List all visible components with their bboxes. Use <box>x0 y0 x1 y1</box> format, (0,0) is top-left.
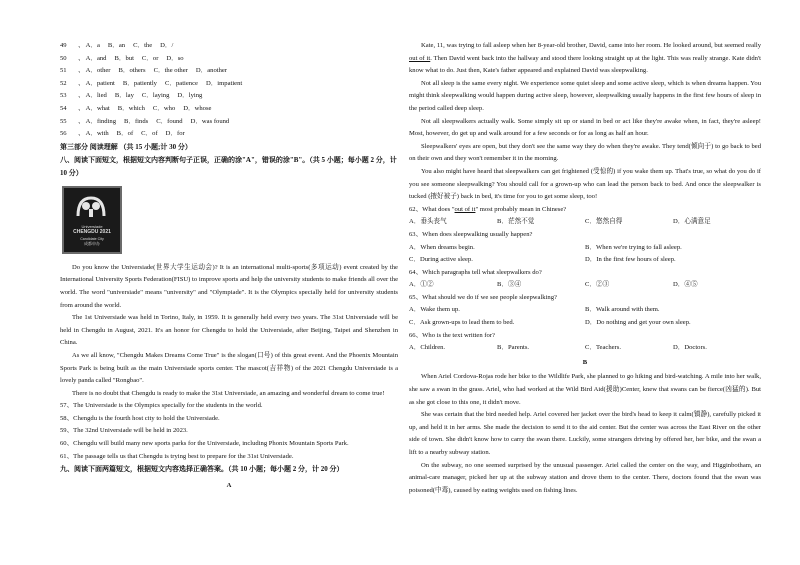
q65-option-a: A．Wake them up. <box>409 306 460 314</box>
q65-option-b: B．Walk around with them. <box>585 306 660 314</box>
q64-option-a: A．①② <box>409 281 434 289</box>
cloze-option-row <box>60 116 398 129</box>
cloze-option: D．whose <box>183 104 212 112</box>
q63-options-row2 <box>409 254 761 267</box>
cloze-option: A．patient <box>85 79 115 87</box>
q65-options-row2 <box>409 317 761 330</box>
separator: 、 <box>78 67 85 75</box>
q64-option-d: D．④⑤ <box>673 281 698 289</box>
cloze-option: C．patience <box>164 79 198 87</box>
cloze-option: A．other <box>85 67 111 75</box>
separator: 、 <box>78 79 85 87</box>
q65-option-d: D．Do nothing and get your own sleep. <box>585 319 691 327</box>
q62-options <box>409 216 761 229</box>
cloze-option-row <box>60 103 398 116</box>
passage-paragraph: The 1st Universiade was held in Torino, Italy, in 1959. It is generally held every two years. The 31st Universiade will be held in Chengdu in August, 2021. It's an honor for Chengdu to hold the Universiade, after Beijing, Taipei and Shenzhen in China. <box>60 314 398 347</box>
passage-paragraph: When Ariel Cordova-Rojas rode her bike to the Wildlife Park, she planned to go hiking and bird-watching. A mile into her walk, she saw a swan in the grass. Ariel, who had worked at the Wild Bird Aid(援助)Center, knew that swans can be fierce(凶猛的). But as she got close to this one, it didn't move. <box>409 373 761 406</box>
separator: 、 <box>78 104 85 112</box>
cloze-option: A．what <box>85 104 110 112</box>
q64-option-b: B．③④ <box>497 281 522 289</box>
cloze-option: C．the other <box>153 67 188 75</box>
q63-option-b: B．When we're trying to fall asleep. <box>585 243 682 251</box>
sleepwalking-passage <box>409 78 761 204</box>
cloze-option: B．others <box>118 67 146 75</box>
cloze-option: B．patiently <box>122 79 157 87</box>
q62-option-b: B．茫然不觉 <box>497 218 535 226</box>
swan-passage <box>409 371 761 497</box>
question-number: 53 <box>60 92 67 100</box>
cloze-option: B．an <box>107 42 126 49</box>
q63-option-a: A．When dreams begin. <box>409 243 475 251</box>
cloze-option: C．laying <box>141 92 170 100</box>
cloze-option: A．lied <box>85 92 107 100</box>
passage-paragraph: As we all know, "Chengdu Makes Dreams Come True" is the slogan(口号) of this great event. And the Phoenix Mountain Sports Park is being built as the main Universiade sports center. The mascot(吉祥物) of the 2021 Chengdu Universiade is a lovely panda called "Rongbao". <box>60 351 398 385</box>
separator: 、 <box>78 92 85 100</box>
passage-a-label: A <box>226 482 232 490</box>
cloze-option-row <box>60 78 398 91</box>
question-number: 52 <box>60 79 67 87</box>
cloze-option: C．found <box>156 117 183 125</box>
passage-paragraph: Sleepwalkers' eyes are open, but they don't see the same way they do when they're awake. They tend(倾向于) to go back to bed on their own and they won't remember it in the morning. <box>409 142 761 163</box>
cloze-option-row <box>60 65 398 78</box>
cloze-option: D．so <box>166 54 184 62</box>
cloze-option: C．of <box>141 130 158 138</box>
passage-paragraph: Do you know the Universiade(世界大学生运动会)? It is an international multi-sports(多项运动) event created by the International University Sports Federation(FISU) to improve sports and help the university students to make friends all over the world. The word "universiade" means "university" and "Olympiade". It is the Olympics specially held for university students from around the world. <box>60 263 398 309</box>
cloze-option: D．was found <box>190 117 230 125</box>
passage-paragraph: On the subway, no one seemed surprised by the unusual passenger. Ariel called the center on the way, and Higginbotham, an animal-care manager, picked her up at the subway station and drove them to the center. There, doctors found that the swan was poisoned(中毒), caused by eating weights used on fishing lines. <box>409 461 761 494</box>
q62-option-c: C．悠然自得 <box>585 218 623 226</box>
q65-options-row1 <box>409 304 761 317</box>
cloze-option: C．who <box>152 104 176 112</box>
logo-line1: Universiade <box>81 223 103 229</box>
separator: 、 <box>78 117 85 125</box>
left-column <box>60 40 398 493</box>
cloze-option-row <box>60 53 398 66</box>
separator: 、 <box>78 130 85 138</box>
cloze-option: A．finding <box>85 117 116 125</box>
cloze-option: B．but <box>114 54 134 62</box>
cloze-option: D．/ <box>160 42 174 49</box>
part9-heading: 九、阅读下面两篇短文，根据短文内容选择正确答案。（共 10 小题；每小题 2 分，计 20 分） <box>60 465 344 474</box>
question-66: 66、Who is the text written for? <box>409 331 495 339</box>
cloze-option-row <box>60 90 398 103</box>
q64-options <box>409 279 761 292</box>
q66-option-d: D．Doctors. <box>673 344 707 352</box>
passage-b-label: B <box>582 358 588 366</box>
question-number: 49 <box>60 42 67 49</box>
statement: 60、Chengdu will build many new sports parks for the Universiade, including Phonix Mountain Sports Park. <box>60 440 349 448</box>
cloze-option: D．impatient <box>205 79 243 87</box>
q66-option-b: B．Parents. <box>497 344 530 352</box>
question-number: 51 <box>60 67 67 75</box>
cloze-option: A．a <box>85 42 100 49</box>
passage-paragraph: Not all sleepwalkers actually walk. Some simply sit up or stand in bed or act like they're awake when, in fact, they're asleep! Most, however, do get up and walk around for a few seconds or for as long as half an hour. <box>409 117 761 138</box>
universiade-logo <box>62 186 122 254</box>
separator: 、 <box>78 54 85 62</box>
passage-paragraph: Kate, 11, was trying to fall asleep when her 8-year-old brother, David, came into her room. He looked around, but seemed really out of it. Then David went back into the hallway and stood there looking straight up at the light. This was really strange. Kate didn't know what to do. Just then, Kate's father appeared and explained David was sleepwalking. <box>409 42 761 75</box>
passage-paragraph: There is no doubt that Chengdu is ready to make the 31st Universiade, an amazing and wonderful dream to come true! <box>72 389 385 397</box>
cloze-option-row <box>60 40 398 53</box>
true-false-statements <box>60 400 398 463</box>
q62-option-d: D．心满意足 <box>673 218 711 226</box>
separator: 、 <box>78 42 85 49</box>
cloze-option: D．for <box>165 130 185 138</box>
cloze-option: C．the <box>133 42 153 49</box>
cloze-option: B．lay <box>114 92 134 100</box>
cloze-option: D．lying <box>177 92 203 100</box>
logo-line4: 成都申办 <box>84 240 100 246</box>
cloze-option-row <box>60 128 398 141</box>
passage-paragraph: You also might have heard that sleepwalkers can get frightened (受惊的) if you wake them up. That's true, so what do you do if you see someone sleepwalking? You should call for a grown-up who can lead the person back to bed. And once the sleepwalker is tucked (掖好被子) back in bed, it's time for you to get some sleep, too! <box>409 167 761 201</box>
part3-heading: 第三部分 阅读理解 （共 15 小题;计 30 分） <box>60 142 192 151</box>
cloze-option: C．or <box>141 54 159 62</box>
passage-paragraph: Not all sleep is the same every night. We experience some quiet sleep and some active sleep, which is when dreams happen. You might think sleepwalking would happen during active sleep, however, sleepwalking usually happens in the first few hours of sleep in the period called deep sleep. <box>409 79 761 112</box>
q63-options-row1 <box>409 242 761 255</box>
question-62: 62、What does "out of it" most probably mean in Chinese? <box>409 205 567 213</box>
cloze-option: D．another <box>195 67 227 75</box>
cloze-option: A．with <box>85 130 109 138</box>
logo-line2: CHENGDU 2021 <box>73 228 111 235</box>
logo-line3: Candidate City <box>80 236 104 241</box>
q64-option-c: C．②③ <box>585 281 610 289</box>
cloze-option: B．which <box>117 104 145 112</box>
statement: 61、The passage tells us that Chengdu is trying best to prepare for the 31st Universiade. <box>60 452 294 460</box>
statement: 57、The Universiade is the Olympics specially for the students in the world. <box>60 402 263 410</box>
q63-option-c: C．During active sleep. <box>409 256 473 264</box>
question-number: 50 <box>60 54 67 62</box>
right-column <box>409 40 761 497</box>
statement: 58、Chengdu is the fourth host city to hold the Universiade. <box>60 414 220 422</box>
q65-option-c: C．Ask grown-ups to lead them to bed. <box>409 319 515 327</box>
statement: 59、The 32nd Universiade will be held in 2023. <box>60 427 188 435</box>
cloze-options-list <box>60 40 398 141</box>
question-63: 63、When does sleepwalking usually happen? <box>409 230 533 238</box>
cloze-option: B．of <box>116 130 134 138</box>
universiade-passage <box>60 262 398 401</box>
question-number: 54 <box>60 104 67 112</box>
q63-option-d: D．In the first few hours of sleep. <box>585 256 676 264</box>
passage-paragraph: She was certain that the bird needed help. Ariel covered her jacket over the bird's head to keep it calm(镇静), carefully picked it up, and held it in her arms. She made the decision to send it to the aid center. But the center was across the East River on the other side of town. She didn't know how to carry the swan there. Luckily, some strangers driving by offered her, her bike, and the swan a lift to a nearby subway station. <box>409 411 761 456</box>
q62-option-a: A．垂头丧气 <box>409 218 447 226</box>
part8-heading: 八、阅读下面短文，根据短文内容判断句子正误，正确的涂"A"，错误的涂"B"。（共 5 小题；每小题 2 分，计 10 分） <box>60 155 397 177</box>
question-number: 56 <box>60 130 67 138</box>
q66-options <box>409 342 761 355</box>
cloze-option: B．finds <box>124 117 149 125</box>
q66-option-c: C．Teachers. <box>585 344 621 352</box>
question-number: 55 <box>60 117 67 125</box>
q66-option-a: A．Children. <box>409 344 446 352</box>
universiade-emblem-icon <box>76 196 106 218</box>
cloze-option: A．and <box>85 54 107 62</box>
question-64: 64、Which paragraphs tell what sleepwalkers do? <box>409 268 542 276</box>
question-65: 65、What should we do if we see people sleepwalking? <box>409 293 557 301</box>
underlined-phrase: out of it <box>409 54 431 62</box>
